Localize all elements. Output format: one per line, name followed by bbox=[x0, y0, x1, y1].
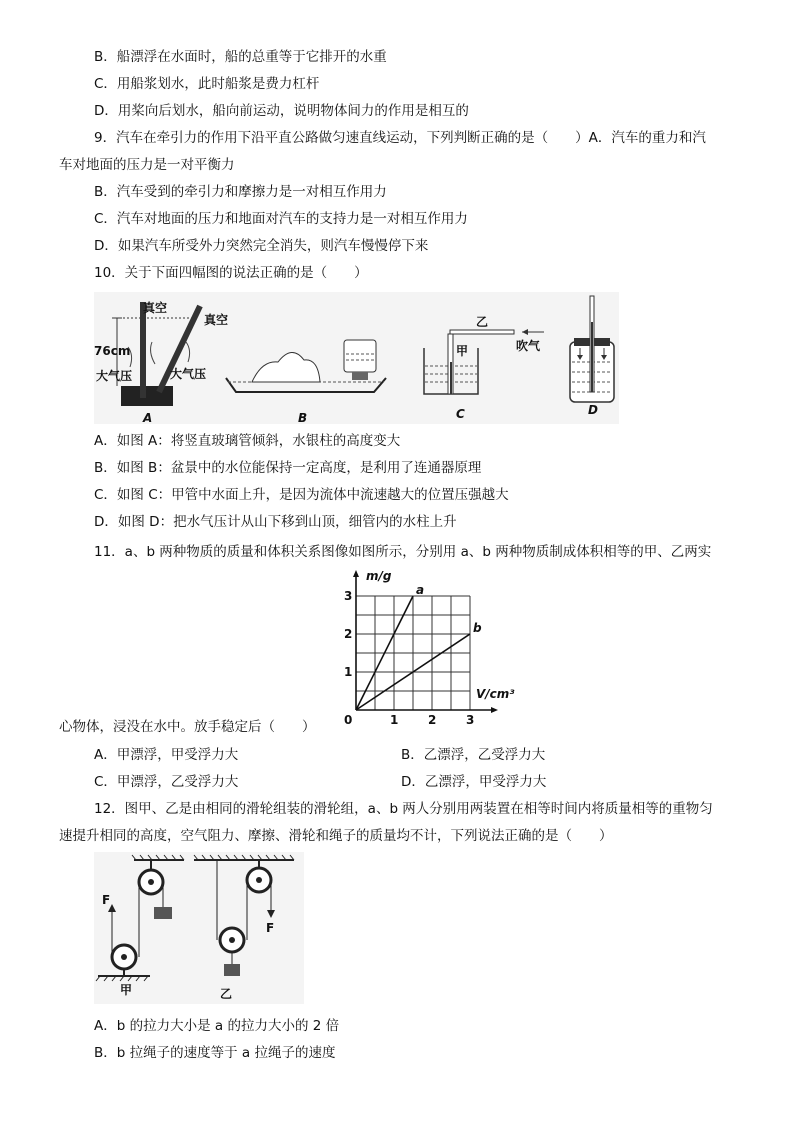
label-force-2: F bbox=[266, 921, 275, 935]
q11-option-b: B．乙漂浮，乙受浮力大 bbox=[401, 747, 546, 763]
q11-option-a: A．甲漂浮，甲受浮力大 bbox=[94, 747, 239, 763]
label-atm-1: 大气压 bbox=[96, 369, 133, 383]
y-axis-label: m/g bbox=[366, 569, 392, 583]
label-atm-2: 大气压 bbox=[170, 367, 207, 381]
q11-stem-line2: 心物体，浸没在水中。放手稳定后（ ） bbox=[59, 719, 316, 735]
q12-option-a: A．b 的拉力大小是 a 的拉力大小的 2 倍 bbox=[94, 1018, 340, 1034]
q11-stem-line1: 11．a、b 两种物质的质量和体积关系图像如图所示，分别用 a、b 两种物质制成体积相等的甲、乙两实 bbox=[94, 544, 712, 560]
chart-ticks bbox=[344, 589, 474, 727]
label-a: A bbox=[143, 411, 153, 425]
q8-option-b: B．船漂浮在水面时，船的总重等于它排开的水重 bbox=[94, 49, 387, 65]
y-tick-label: 3 bbox=[344, 589, 353, 603]
y-tick-label: 1 bbox=[344, 665, 353, 679]
label-yi-pulley: 乙 bbox=[220, 987, 233, 1001]
q9-stem-line2: 车对地面的压力是一对平衡力 bbox=[59, 157, 235, 173]
q9-option-b: B．汽车受到的牵引力和摩擦力是一对相互作用力 bbox=[94, 184, 387, 200]
series-label-b: b bbox=[473, 621, 482, 635]
q11-option-c: C．甲漂浮，乙受浮力大 bbox=[94, 774, 239, 790]
label-vacuum-1: 真空 bbox=[143, 301, 168, 315]
label-force-1: F bbox=[102, 893, 111, 907]
label-c: C bbox=[456, 407, 465, 421]
q10-option-b: B．如图 B：盆景中的水位能保持一定高度，是利用了连通器原理 bbox=[94, 460, 482, 476]
q8-option-c: C．用船浆划水，此时船浆是费力杠杆 bbox=[94, 76, 320, 92]
y-tick-label: 2 bbox=[344, 627, 353, 641]
q8-option-d: D．用桨向后划水，船向前运动，说明物体间力的作用是相互的 bbox=[94, 103, 469, 119]
q12-pulley-figure bbox=[94, 852, 304, 1004]
x-axis-arrow bbox=[491, 707, 498, 713]
q11-option-d: D．乙漂浮，甲受浮力大 bbox=[401, 774, 547, 790]
q10-stem: 10．关于下面四幅图的说法正确的是（ ） bbox=[94, 265, 368, 281]
x-tick-label: 1 bbox=[390, 713, 399, 727]
q12-stem-line1: 12．图甲、乙是由相同的滑轮组装的滑轮组，a、b 两人分别用两装置在相等时间内将质量相等的重物匀 bbox=[94, 801, 713, 817]
label-76cm: 76cm bbox=[94, 344, 131, 358]
q10-option-c: C．如图 C：甲管中水面上升，是因为流体中流速越大的位置压强越大 bbox=[94, 487, 509, 503]
label-vacuum-2: 真空 bbox=[204, 313, 229, 327]
label-jia-pulley: 甲 bbox=[120, 983, 133, 997]
q10-option-d: D．如图 D：把水气压计从山下移到山顶，细管内的水柱上升 bbox=[94, 514, 457, 530]
q9-option-d: D．如果汽车所受外力突然完全消失，则汽车慢慢停下来 bbox=[94, 238, 429, 254]
x-axis-label: V/cm³ bbox=[476, 687, 515, 701]
series-label-a: a bbox=[416, 583, 425, 597]
label-yi-c: 乙 bbox=[476, 315, 489, 329]
q12-option-b: B．b 拉绳子的速度等于 a 拉绳子的速度 bbox=[94, 1045, 336, 1061]
chart-grid bbox=[356, 596, 470, 710]
label-d: D bbox=[588, 403, 598, 417]
q11-mass-volume-chart bbox=[336, 568, 526, 736]
y-axis-arrow bbox=[353, 570, 359, 577]
q9-stem-line1: 9．汽车在牵引力的作用下沿平直公路做匀速直线运动，下列判断正确的是（ ）A．汽车的重力和汽 bbox=[94, 130, 706, 146]
q12-stem-line2: 速提升相同的高度，空气阻力、摩擦、滑轮和绳子的质量均不计，下列说法正确的是（ ） bbox=[59, 828, 613, 844]
q9-option-c: C．汽车对地面的压力和地面对汽车的支持力是一对相互作用力 bbox=[94, 211, 468, 227]
label-b: B bbox=[298, 411, 308, 425]
x-tick-label: 0 bbox=[344, 713, 353, 727]
x-tick-label: 3 bbox=[466, 713, 475, 727]
x-tick-label: 2 bbox=[428, 713, 437, 727]
q10-option-a: A．如图 A：将竖直玻璃管倾斜，水银柱的高度变大 bbox=[94, 433, 401, 449]
label-blow: 吹气 bbox=[516, 339, 541, 353]
label-jia-c: 甲 bbox=[456, 344, 469, 358]
q10-figure bbox=[94, 292, 619, 424]
